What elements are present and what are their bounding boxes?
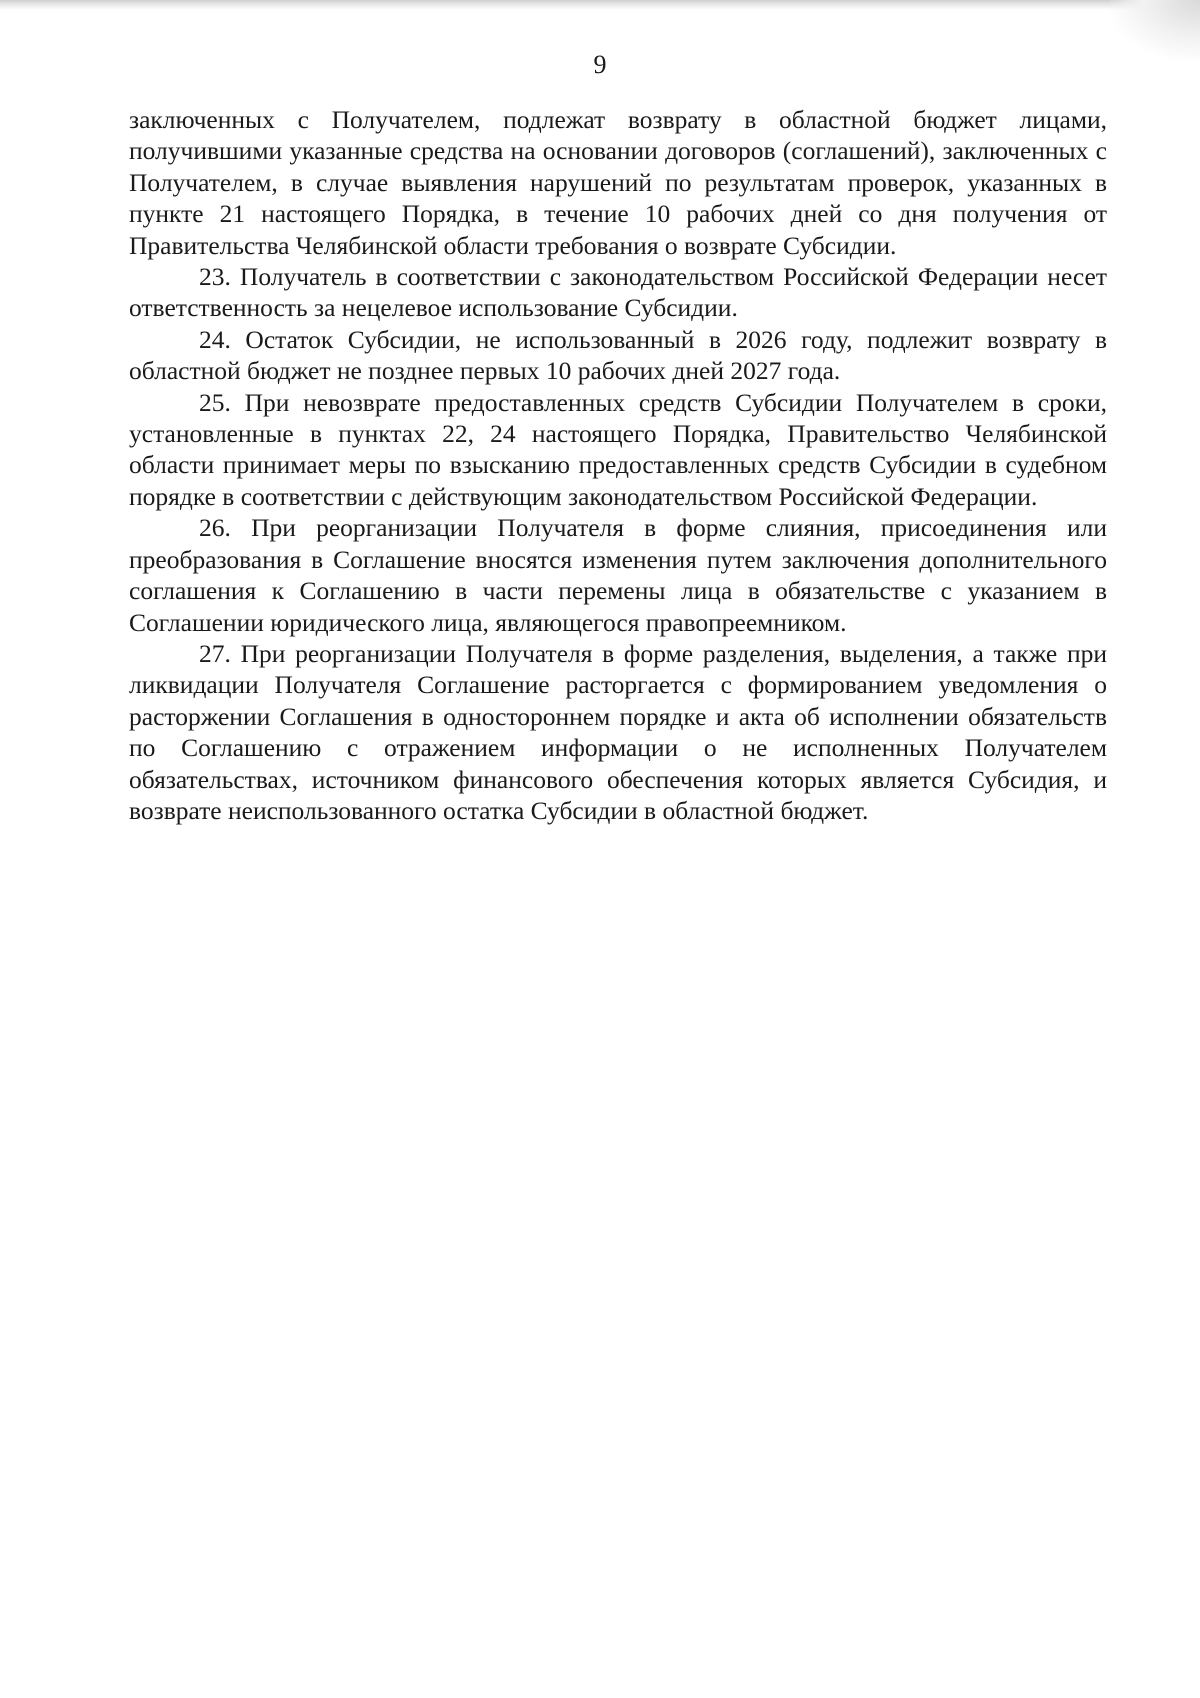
paragraph-24: 24. Остаток Субсидии, не использованный в 2026 году, подлежит возврату в областной бюджет не позднее первых 10 рабочих дней 2027 года. — [129, 324, 1107, 386]
paragraph-continuation: заключенных с Получателем, подлежат возврату в областной бюджет лицами, получившими указанные средства на основании договоров (соглашений), заключенных с Получателем, в случае выявления нарушений по результатам проверок, указанных в пункте 21 настоящего Порядка, в течение 10 рабочих дней со дня получения от Правительства Челябинской области требования о возврате Субсидии. — [129, 105, 1107, 260]
paragraph-27: 27. При реорганизации Получателя в форме разделения, выделения, а также при ликвидации Получателя Соглашение расторгается с формированием уведомления о расторжении Соглашения в одностороннем порядке и акта об исполнении обязательств по Соглашению с отражением информации о не исполненных Получателем обязательствах, источником финансового обеспечения которых является Субсидия, и возврате неиспользованного остатка Субсидии в областной бюджет. — [129, 638, 1107, 825]
page-number: 9 — [593, 50, 607, 79]
document-body — [129, 104, 1107, 826]
scan-edge-corner — [1110, 0, 1200, 60]
scan-edge-top — [0, 0, 1200, 10]
paragraph-25: 25. При невозврате предоставленных средств Субсидии Получателем в сроки, установленные в пунктах 22, 24 настоящего Порядка, Правительство Челябинской области принимает меры по взысканию предоставленных средств Субсидии в судебном порядке в соответствии с действующим законодательством Российской Федерации. — [129, 387, 1107, 511]
paragraph-23: 23. Получатель в соответствии с законодательством Российской Федерации несет ответственность за нецелевое использование Субсидии. — [129, 262, 1107, 323]
paragraph-26: 26. При реорганизации Получателя в форме слияния, присоединения или преобразования в Соглашение вносятся изменения путем заключения дополнительного соглашения к Соглашению в части перемены лица в обязательстве с указанием в Соглашении юридического лица, являющегося правопреемником. — [129, 513, 1107, 637]
